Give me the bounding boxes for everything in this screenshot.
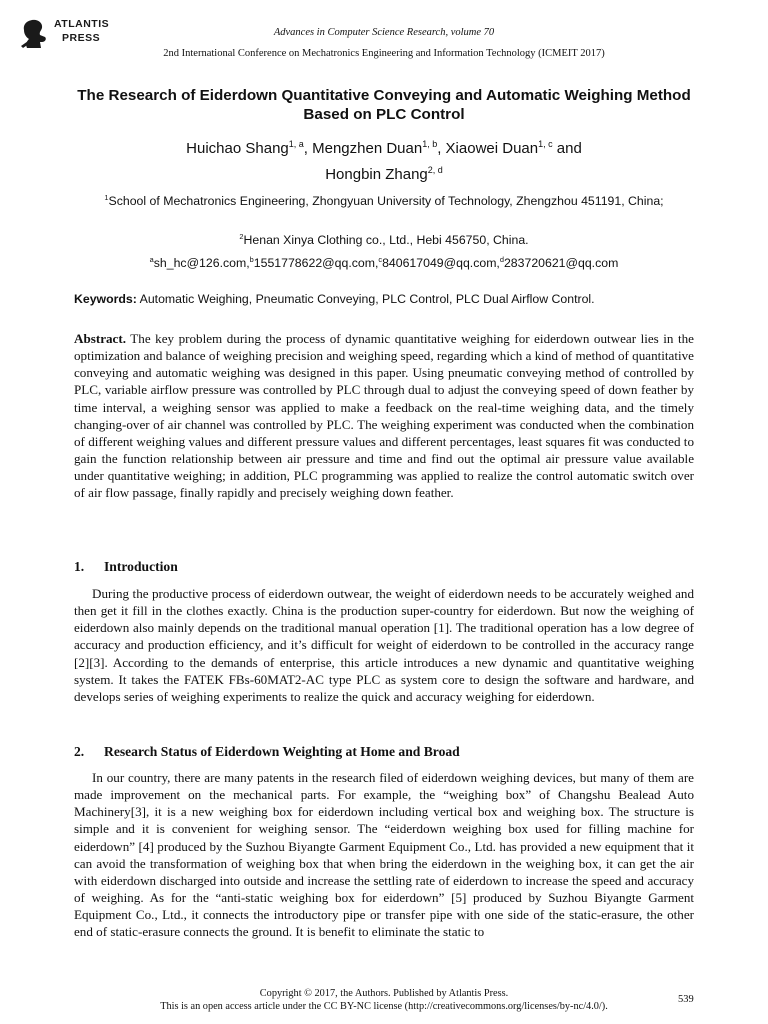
author-name: Huichao Shang: [186, 140, 289, 157]
email-link[interactable]: 1551778622@qq.com,: [253, 256, 379, 270]
author-superscript: 1, a: [288, 139, 304, 149]
copyright-line: Copyright © 2017, the Authors. Published by Atlantis Press.: [259, 988, 509, 999]
author-superscript: 1, c: [538, 139, 553, 149]
page-number: 539: [678, 994, 694, 1005]
affiliation-superscript: 1: [104, 192, 109, 202]
affiliation: [60, 233, 708, 248]
license-line: This is an open access article under the CC BY-NC license (http://creativecommons.org/licenses/by-nc/4.0/).: [160, 1001, 608, 1012]
author-list-line2: [0, 166, 768, 183]
email-superscript: b: [249, 254, 254, 264]
author-list-line1: [0, 140, 768, 157]
email-superscript: a: [149, 254, 154, 264]
paper-title: The Research of Eiderdown Quantitative Conveying and Automatic Weighing Method Based on PLC Control: [77, 87, 691, 123]
keywords-text: Automatic Weighing, Pneumatic Conveying, PLC Control, PLC Dual Airflow Control.: [136, 292, 595, 306]
abstract: [74, 330, 694, 502]
journal-line: Advances in Computer Science Research, volume 70: [273, 27, 495, 38]
keywords: [74, 292, 714, 306]
affiliation-text: School of Mechatronics Engineering, Zhongyuan University of Technology, Zhengzhou 451191, China;: [108, 194, 664, 208]
author-name: Hongbin Zhang: [325, 166, 428, 183]
author-name: Mengzhen Duan: [312, 140, 423, 157]
keywords-label: Keywords:: [74, 292, 137, 306]
section-number: 2.: [74, 744, 85, 759]
author-superscript: 1, b: [422, 139, 438, 149]
author-separator: ,: [437, 140, 446, 157]
section-body: During the productive process of eiderdown outwear, the weight of eiderdown needs to be accurately weighed and then get it fill in the clothes exactly. China is the production super-country for eiderdown. But now the weighing of eiderdown also mainly depends on the traditional manual operation [1]. The traditional operation has a low degree of accuracy and production efficiency, and it’s difficult for weight of eiderdown to be controlled in the accuracy range [2][3]. According to the demands of enterprise, this article introduces a new dynamic and quantitative weighing system. It takes the FATEK FBs-60MAT2-AC type PLC as system core to design the software and hardware, and develops series of weighing experiments to realize the quick and accuracy weighing for eiderdown.: [74, 586, 694, 704]
section-heading: [74, 744, 460, 760]
publisher-name-line1: ATLANTIS: [54, 18, 110, 30]
email-superscript: c: [378, 254, 383, 264]
author-superscript: 2, d: [427, 165, 443, 175]
abstract-text: The key problem during the process of dynamic quantitative weighing for eiderdown outwear lies in the optimization and balance of weighing precision and weighing speed, regarding which a kind of method of quantitative conveying and automatic weighing was designed in this paper. Using pneumatic conveying method of controlled by PLC, variable airflow pressure was controlled by PLC through dual to adjust the conveying speed of down feather by time interval, a weighing sensor was applied to make a feedback on the real-time weighing data, and the timely changing-over of air channel was controlled by PLC. The weighing experiment was conducted when the combination of different weighing values and different pressure values and different percentages, least squares fit was conducted to gain the function relationship between air pressure and time and find out the optimal air pressure value available under quantitative weighing; in addition, PLC programming was applied to realize the control automatic switch over of air flow passage, finally rapidly and precisely weighing down feather.: [74, 331, 694, 501]
email-link[interactable]: sh_hc@126.com,: [153, 256, 250, 270]
affiliation: [60, 194, 708, 209]
conference-line: 2nd International Conference on Mechatronics Engineering and Information Technology (ICMEIT 2017): [163, 48, 605, 59]
affiliation-superscript: 2: [239, 231, 244, 241]
publisher-name-line2: PRESS: [62, 32, 101, 44]
email-superscript: d: [499, 254, 504, 264]
abstract-label: Abstract.: [74, 331, 126, 346]
section-title: Research Status of Eiderdown Weighting at Home and Broad: [104, 744, 460, 759]
author-separator: and: [552, 140, 582, 157]
section-title: Introduction: [104, 559, 178, 574]
affiliation-text: Henan Xinya Clothing co., Ltd., Hebi 456750, China.: [243, 233, 529, 247]
footer: [0, 987, 768, 1013]
section-body: In our country, there are many patents in the research filed of eiderdown weighing devices, but many of them are made improvement on the mechanical parts. For example, the “weighing box” of Changshu Bealead Auto Machinery[3], it is a new weighing box for eiderdown including vertical box and weighing box. The structure is simple and it is convenient for weighing sensor. The “eiderdown weighing box used for filling machine for eiderdown” [4] produced by the Suzhou Biyangte Garment Equipment Co., Ltd. has provided a new equipment that it can avoid the transformation of weighing box that when bring the eiderdown in the weighing box, it can get the air with eiderdown discharged into outside and increase the settling rate of eiderdown to increase the speed and accuracy of weighing. As for the “anti-static weighing box for eiderdown” [5] produced by Suzhou Biyangte Garment Equipment Co., Ltd., it connects the introductory pipe or transfer pipe with one side of the static-erasure, the other end of static-erasure connects the ground. It is benefit to eliminate the static to: [74, 770, 694, 940]
author-separator: ,: [303, 140, 313, 157]
section-heading: [74, 559, 178, 575]
author-name: Xiaowei Duan: [445, 140, 539, 157]
author-emails: [60, 256, 708, 271]
section-number: 1.: [74, 559, 85, 574]
email-link[interactable]: 840617049@qq.com,: [382, 256, 500, 270]
email-link[interactable]: 283720621@qq.com: [503, 256, 619, 270]
